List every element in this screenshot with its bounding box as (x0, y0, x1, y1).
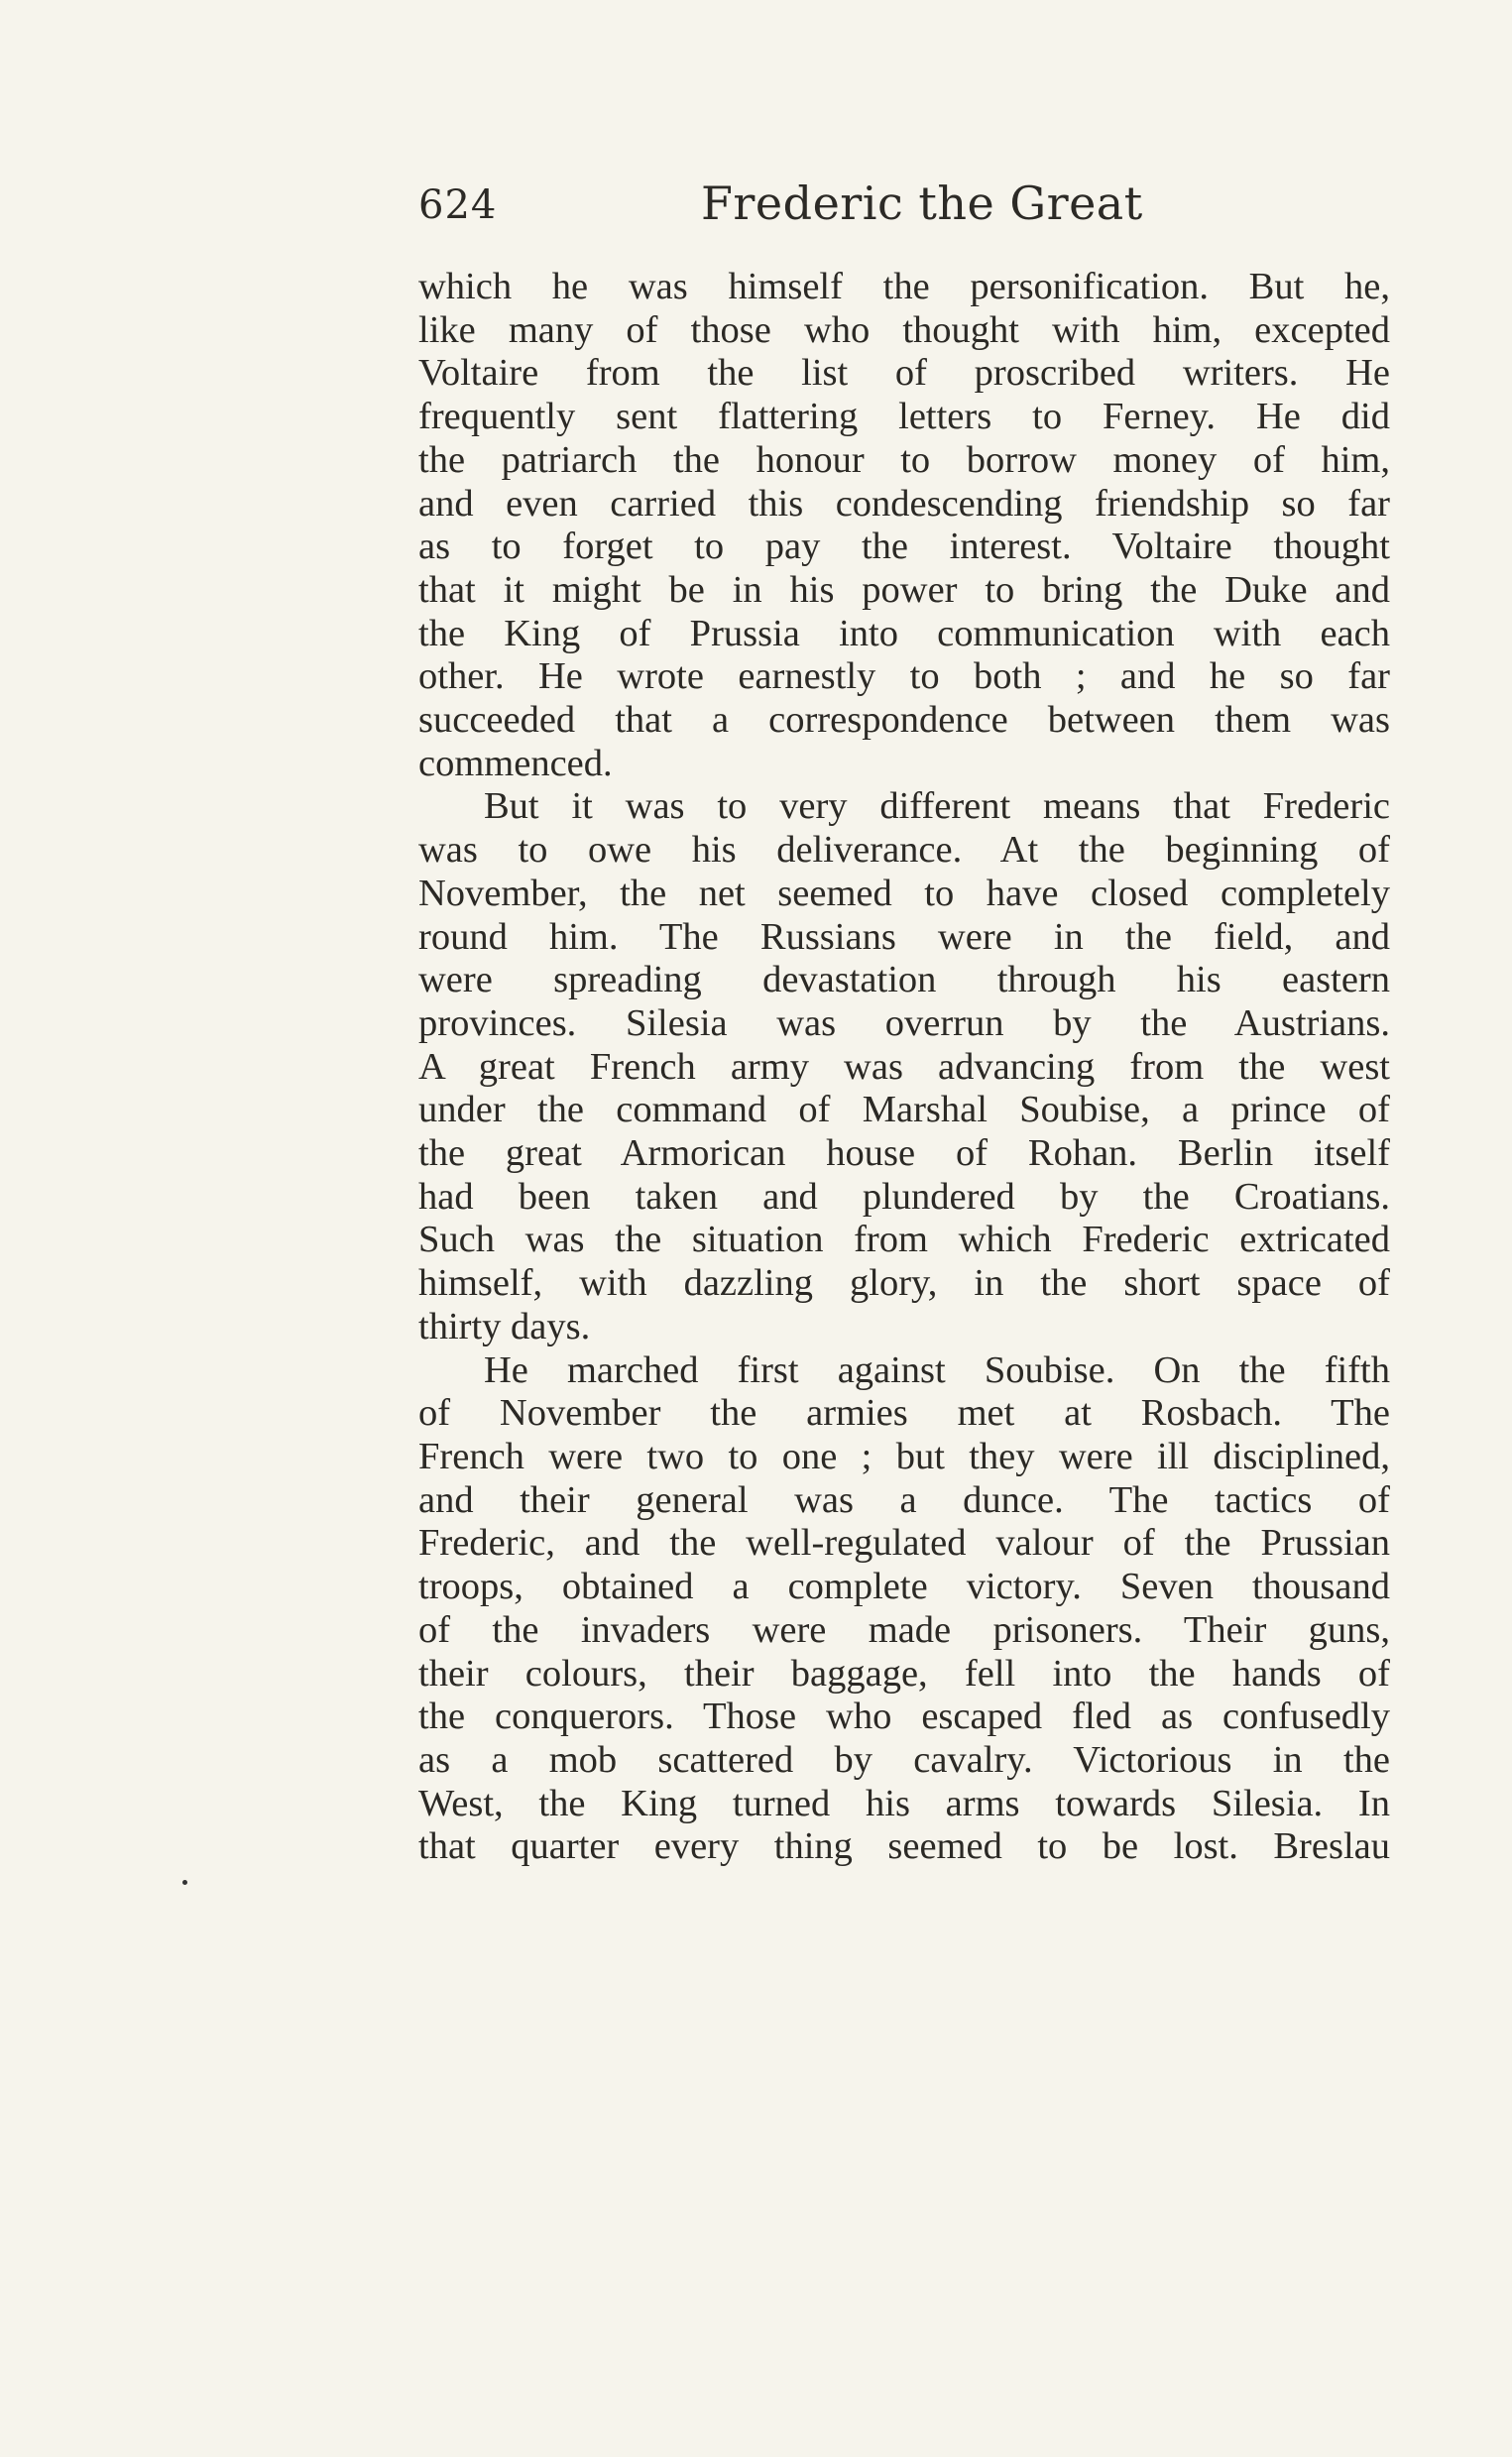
text-line: the patriarch the honour to borrow money of him, (418, 438, 1390, 481)
text-line: frequently sent flattering letters to Ferney. He did (418, 396, 1390, 438)
text-line: Voltaire from the list of proscribed writers. He (418, 352, 1390, 395)
text-line: troops, obtained a complete victory. Seven thousand (418, 1566, 1390, 1608)
running-head (418, 175, 1402, 244)
text-line: round him. The Russians were in the field, and (418, 915, 1390, 958)
text-line: the conquerors. Those who escaped fled as confusedly (418, 1696, 1390, 1738)
page-number: 624 (418, 182, 498, 228)
text-line: like many of those who thought with him, excepted (418, 308, 1390, 351)
text-line: the King of Prussia into communication with each (418, 612, 1390, 654)
text-line: was to owe his deliverance. At the beginning of (418, 829, 1390, 872)
text-line: their colours, their baggage, fell into the hands of (418, 1652, 1390, 1695)
text-line: West, the King turned his arms towards Silesia. In (418, 1782, 1390, 1824)
text-line: Frederic, and the well-regulated valour of the Prussian (418, 1522, 1390, 1565)
paragraph-end-line: thirty days. (418, 1305, 591, 1347)
body-text (418, 266, 1390, 1869)
text-line: A great French army was advancing from the west (418, 1045, 1390, 1088)
text-line: November, the net seemed to have closed completely (418, 872, 1390, 914)
text-line: and even carried this condescending friendship so far (418, 482, 1390, 525)
text-line: as to forget to pay the interest. Voltaire thought (418, 526, 1390, 568)
text-line: which he was himself the personification. But he, (418, 266, 1390, 307)
text-line: himself, with dazzling glory, in the short space of (418, 1262, 1390, 1305)
text-line: that it might be in his power to bring the Duke and (418, 568, 1390, 611)
paragraph-start-line: But it was to very different means that Frederic (484, 785, 1390, 828)
text-line: succeeded that a correspondence between them was (418, 699, 1390, 742)
text-line: provinces. Silesia was overrun by the Austrians. (418, 1001, 1390, 1044)
text-line: of November the armies met at Rosbach. The (418, 1392, 1390, 1435)
text-line: that quarter every thing seemed to be lost. Breslau (418, 1825, 1390, 1868)
text-line: had been taken and plundered by the Croatians. (418, 1175, 1390, 1218)
text-line: French were two to one ; but they were ill disciplined, (418, 1435, 1390, 1477)
text-line: were spreading devastation through his eastern (418, 959, 1390, 1001)
running-title: Frederic the Great (701, 176, 1143, 230)
text-line: under the command of Marshal Soubise, a prince of (418, 1089, 1390, 1131)
text-line: of the invaders were made prisoners. Their guns, (418, 1608, 1390, 1651)
text-line: other. He wrote earnestly to both ; and he so far (418, 655, 1390, 698)
text-line: the great Armorican house of Rohan. Berlin itself (418, 1132, 1390, 1175)
text-line: as a mob scattered by cavalry. Victorious in the (418, 1738, 1390, 1781)
paragraph-start-line: He marched first against Soubise. On the fifth (484, 1348, 1390, 1391)
margin-speck (182, 1880, 187, 1885)
text-line: Such was the situation from which Frederic extricated (418, 1219, 1390, 1261)
paragraph-end-line: commenced. (418, 742, 613, 784)
text-line: and their general was a dunce. The tactics of (418, 1478, 1390, 1521)
